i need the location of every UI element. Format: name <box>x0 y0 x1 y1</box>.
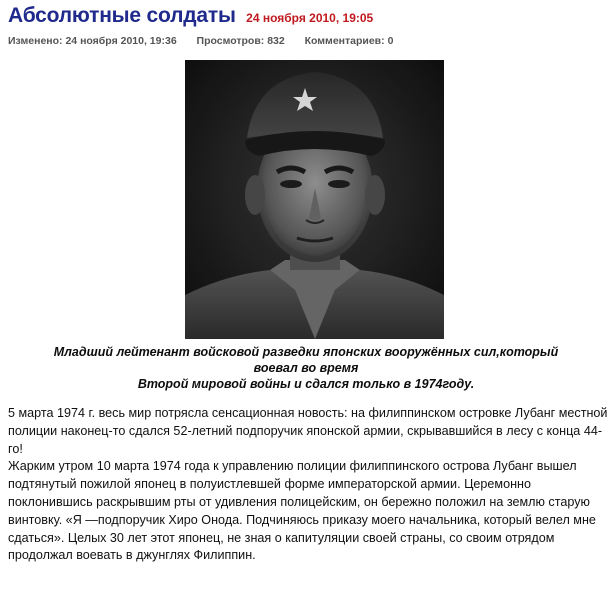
caption-line: Младший лейтенант войсковой разведки японских вооружённых сил,который <box>53 345 559 359</box>
caption-line: Второй мировой войны и сдался только в 1974году. <box>137 377 475 391</box>
views-label: Просмотров: <box>196 35 265 47</box>
soldier-photo-image <box>185 60 444 339</box>
title-row <box>8 4 373 28</box>
caption-line: воевал во время <box>253 361 359 375</box>
comments-value: 0 <box>387 35 394 47</box>
article-date: 24 ноября 2010, 19:05 <box>246 11 374 25</box>
modified-label: Изменено: <box>8 35 63 47</box>
article-body <box>8 405 608 565</box>
body-paragraph: Жарким утром 10 марта 1974 года к управлению полиции филиппинского острова Лубанг вышел подтянутый пожилой японец в полуистлевшей форме императорской армии. Церемонно поклонившись раскрывшим рты от удивления полицейским, он бережно положил на землю старую винтовку. «Я —подпоручик Хиро Онода. Подчиняюсь приказу моего начальника, который велел мне сдаться». Целых 30 лет этот японец, не зная о капитуляции своей страны, со своим отрядом продолжал воевать в джунглях Филиппин. <box>8 459 596 563</box>
body-paragraph: 5 марта 1974 г. весь мир потрясла сенсационная новость: на филиппинском островке Лубанг местной полиции наконец-то сдался 52-летний подпоручик японской армии, скрывавшийся в лесу с конца 44-го! <box>8 406 608 456</box>
comments-label[interactable]: Комментариев: <box>304 35 385 47</box>
views-value: 832 <box>267 35 285 47</box>
soldier-photo <box>185 60 444 339</box>
article-title[interactable]: Абсолютные солдаты <box>8 4 236 27</box>
article-meta <box>8 35 393 47</box>
photo-caption <box>20 344 592 392</box>
modified-value: 24 ноября 2010, 19:36 <box>65 35 177 47</box>
